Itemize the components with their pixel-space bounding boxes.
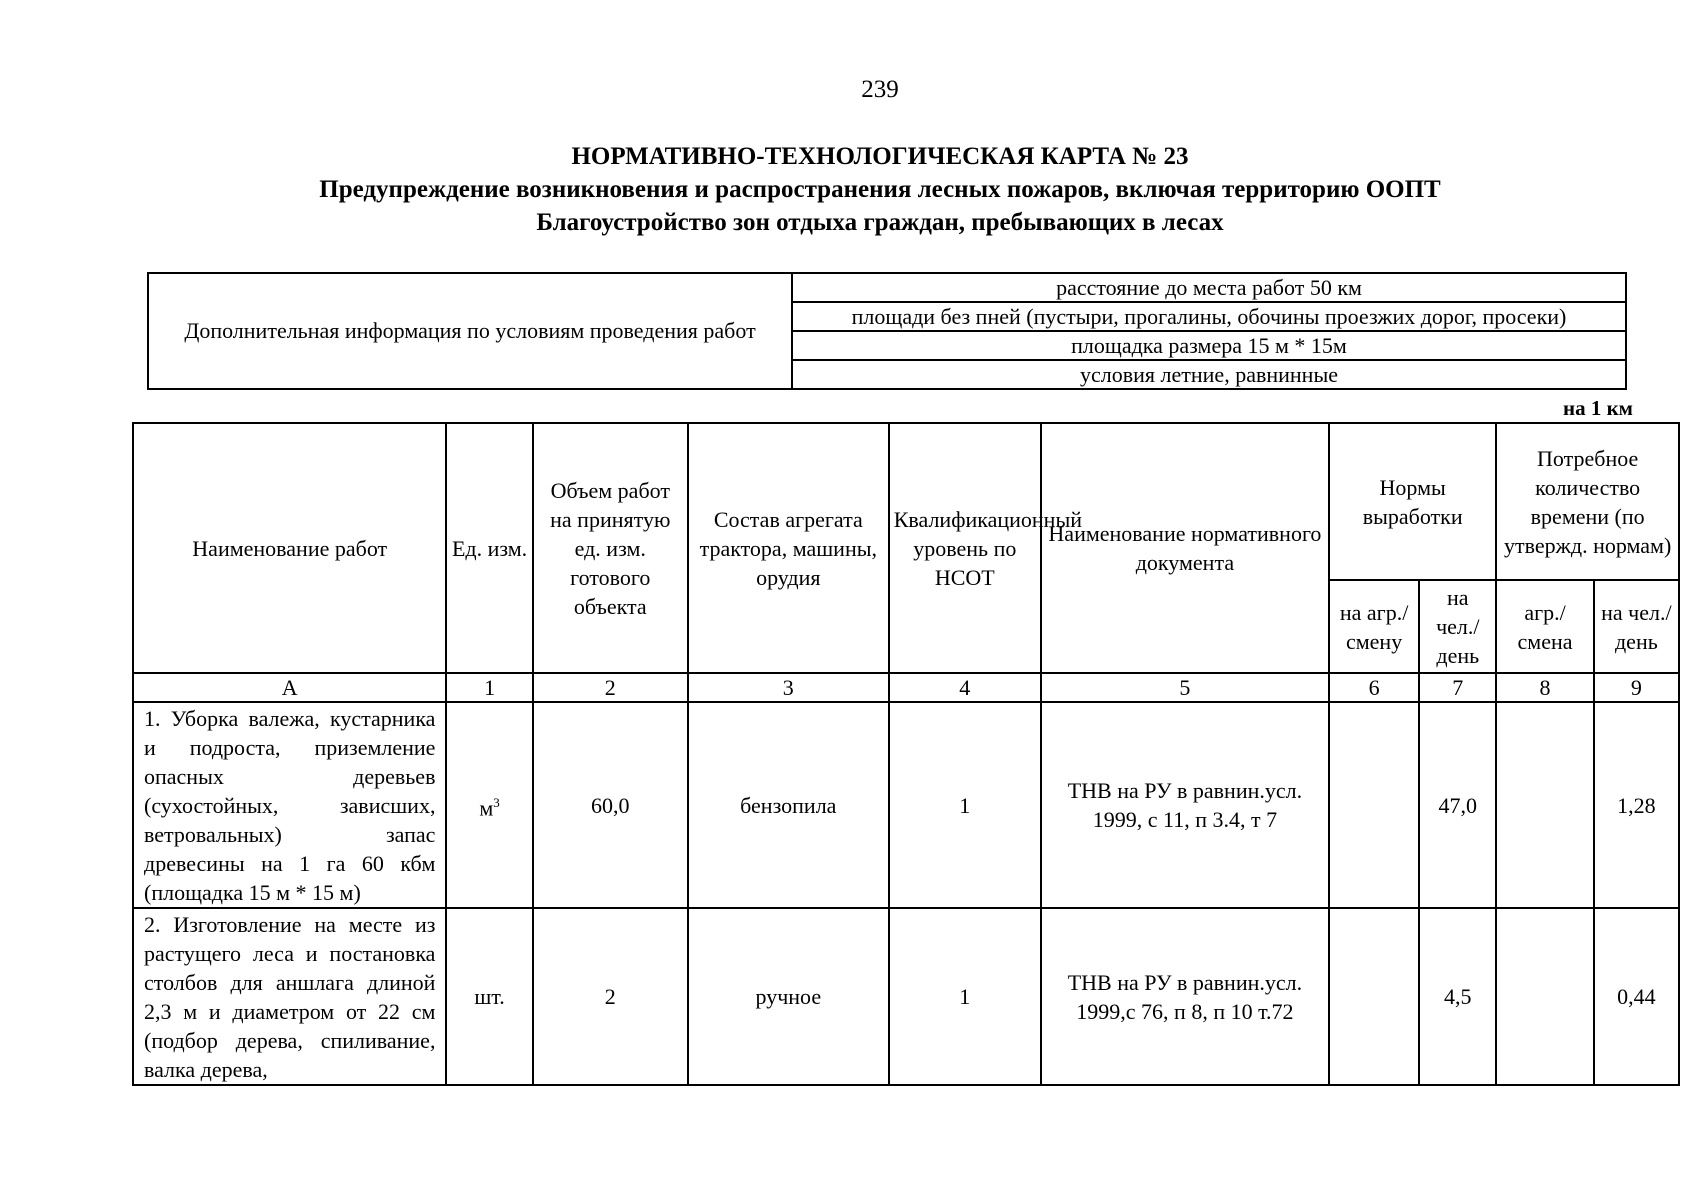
table-row [133,908,1679,1085]
norms-table [132,422,1680,1086]
column-number: 6 [1329,673,1419,702]
qualification-cell: 1 [889,908,1041,1085]
norm-agr-cell [1329,908,1419,1085]
required-man-cell: 1,28 [1594,702,1679,908]
unit-value: м [479,795,494,821]
header-norm-agr: на агр./ смену [1329,580,1419,673]
norm-man-cell: 4,5 [1419,908,1496,1085]
volume-cell: 2 [533,908,688,1085]
conditions-table [147,272,1627,390]
work-name: 1. Уборка валежа, кустарника и подроста, приземление опасных деревьев (сухостойных, зависших, ветровальных) запас древесины на 1 га 60 кбм (площадка 15 м * 15 м) [133,702,446,908]
norm-man-cell: 47,0 [1419,702,1496,908]
header-required-man: на чел./ день [1594,580,1679,673]
conditions-label: Дополнительная информация по условиям проведения работ [148,273,792,389]
column-number: 4 [889,673,1041,702]
condition-season: условия летние, равнинные [792,360,1626,389]
norm-agr-cell [1329,702,1419,908]
condition-distance: расстояние до места работ 50 км [792,273,1626,302]
header-unit: Ед. изм. [446,423,532,673]
header-qualification: Квалификационный уровень по НСОТ [889,423,1041,673]
condition-area: площади без пней (пустыри, прогалины, обочины проезжих дорог, просеки) [792,302,1626,331]
work-name: 2. Изготовление на месте из растущего леса и постановка столбов для аншлага длиной 2,3 м и диаметром от 22 см (подбор дерева, спиливание, валка дерева, [133,908,446,1085]
qualification-cell: 1 [889,702,1041,908]
header-composition: Состав агрегата трактора, машины, орудия [688,423,889,673]
header-document: Наименование нормативного документа [1041,423,1329,673]
map-subtitle-2: Благоустройство зон отдыха граждан, пребывающих в лесах [536,209,1224,236]
column-number: 7 [1419,673,1496,702]
unit-note: на 1 км [1562,396,1633,420]
document-cell: ТНВ на РУ в равнин.усл. 1999, с 11, п 3.4, т 7 [1041,702,1329,908]
document-titles [0,140,1697,239]
table-row [133,702,1679,908]
required-agr-cell [1496,702,1593,908]
map-subtitle: Предупреждение возникновения и распространения лесных пожаров, включая территорию ООПТ [319,176,1441,203]
volume-cell: 60,0 [533,702,688,908]
required-agr-cell [1496,908,1593,1085]
page-number: 239 [861,76,899,103]
column-number: 1 [446,673,532,702]
column-number-row [133,673,1679,702]
unit-cell [446,908,532,1085]
composition-cell: бензопила [688,702,889,908]
column-number: 9 [1594,673,1679,702]
header-norms: Нормы выработки [1329,423,1496,580]
required-man-cell: 0,44 [1594,908,1679,1085]
document-cell: ТНВ на РУ в равнин.усл. 1999,с 76, п 8, п 10 т.72 [1041,908,1329,1085]
header-norm-man: на чел./ день [1419,580,1496,673]
unit-value: шт. [474,984,505,1009]
header-work-name: Наименование работ [133,423,446,673]
unit-exponent: 3 [493,794,500,810]
unit-cell [446,702,532,908]
condition-site-size: площадка размера 15 м * 15м [792,331,1626,360]
header-required-agr: агр./ смена [1496,580,1593,673]
composition-cell: ручное [688,908,889,1085]
column-number: 2 [533,673,688,702]
column-number: 5 [1041,673,1329,702]
map-title: НОРМАТИВНО-ТЕХНОЛОГИЧЕСКАЯ КАРТА № 23 [571,143,1189,170]
header-required-time: Потребное количество времени (по утвержд. нормам) [1496,423,1679,580]
header-volume: Объем работ на принятую ед. изм. готового объекта [533,423,688,673]
column-number: 8 [1496,673,1593,702]
column-number: А [133,673,446,702]
column-number: 3 [688,673,889,702]
